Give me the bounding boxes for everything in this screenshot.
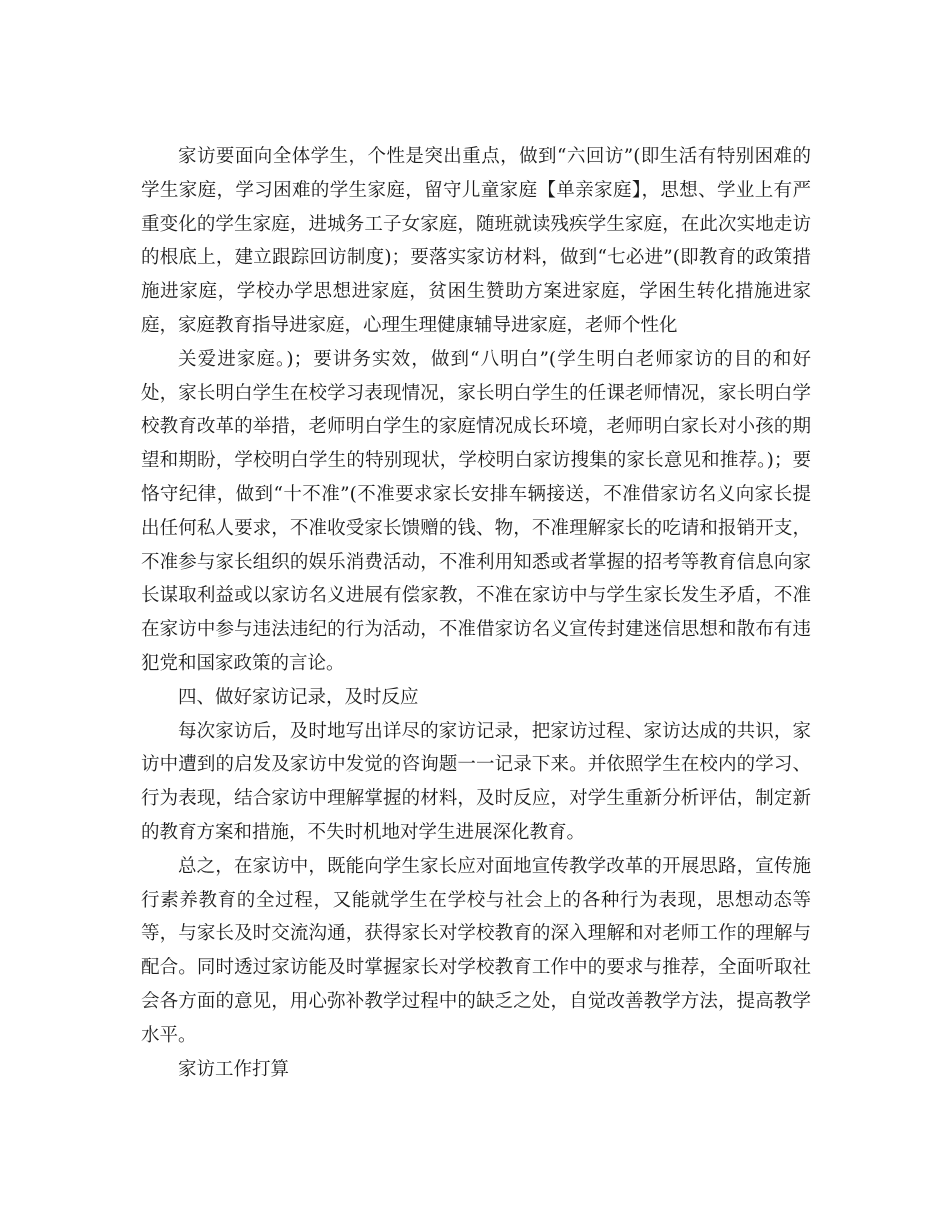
- section-heading-records: 四、做好家访记录，及时反应: [178, 686, 419, 708]
- document-body: [141, 140, 811, 1086]
- paragraph-summary: 总之，在家访中，既能向学生家长应对面地宣传教学改革的开展思路，宣传施行素养教育的全过程，又能就学生在学校与社会上的各种行为表现，思想动态等等，与家长及时交流沟通，获得家长对学校教育的深入理解和对老师工作的理解与配合。同时透过家访能及时掌握家长对学校教育工作中的要求与推荐，全面听取社会各方面的意见，用心弥补教学过程中的缺乏之处，自觉改善教学方法，提高教学水平。: [141, 855, 811, 1046]
- paragraph-home-visit-records: 每次家访后，及时地写出详尽的家访记录，把家访过程、家访达成的共识，家访中遭到的启发及家访中发觉的咨询题一一记录下来。并依照学生在校内的学习、行为表现，结合家访中理解掌握的材料，及时反应，对学生重新分析评估，制定新的教育方案和措施，不失时机地对学生进展深化教育。: [141, 720, 811, 843]
- paragraph-home-visit-requirements: 家访要面向全体学生，个性是突出重点，做到“六回访”(即生活有特别困难的学生家庭，学习困难的学生家庭，留守儿童家庭【单亲家庭】，思想、学业上有严重变化的学生家庭，进城务工子女家庭，随班就读残疾学生家庭，在此次实地走访的根底上，建立跟踪回访制度)；要落实家访材料，做到“七必进”(即教育的政策措施进家庭，学校办学思想进家庭，贫困生赞助方案进家庭，学困生转化措施进家庭，家庭教育指导进家庭，心理生理健康辅导进家庭，老师个性化: [141, 146, 811, 336]
- section-heading-plan: 家访工作打算: [178, 1058, 290, 1080]
- paragraph-home-visit-discipline: 关爱进家庭。)；要讲务实效，做到“八明白”(学生明白老师家访的目的和好处，家长明白学生在校学习表现情况，家长明白学生的任课老师情况，家长明白学校教育改革的举措，老师明白学生的家庭情况成长环境，老师明白家长对小孩的期望和期盼，学校明白学生的特别现状，学校明白家访搜集的家长意见和推荐。)；要恪守纪律，做到“十不准”(不准要求家长安排车辆接送，不准借家访名义向家长提出任何私人要求，不准收受家长馈赠的钱、物，不准理解家长的吃请和报销开支，不准参与家长组织的娱乐消费活动，不准利用知悉或者掌握的招考等教育信息向家长谋取利益或以家访名义进展有偿家教，不准在家访中与学生家长发生矛盾，不准在家访中参与违法违纪的行为活动，不准借家访名义宣传封建迷信思想和散布有违犯党和国家政策的言论。: [141, 348, 811, 674]
